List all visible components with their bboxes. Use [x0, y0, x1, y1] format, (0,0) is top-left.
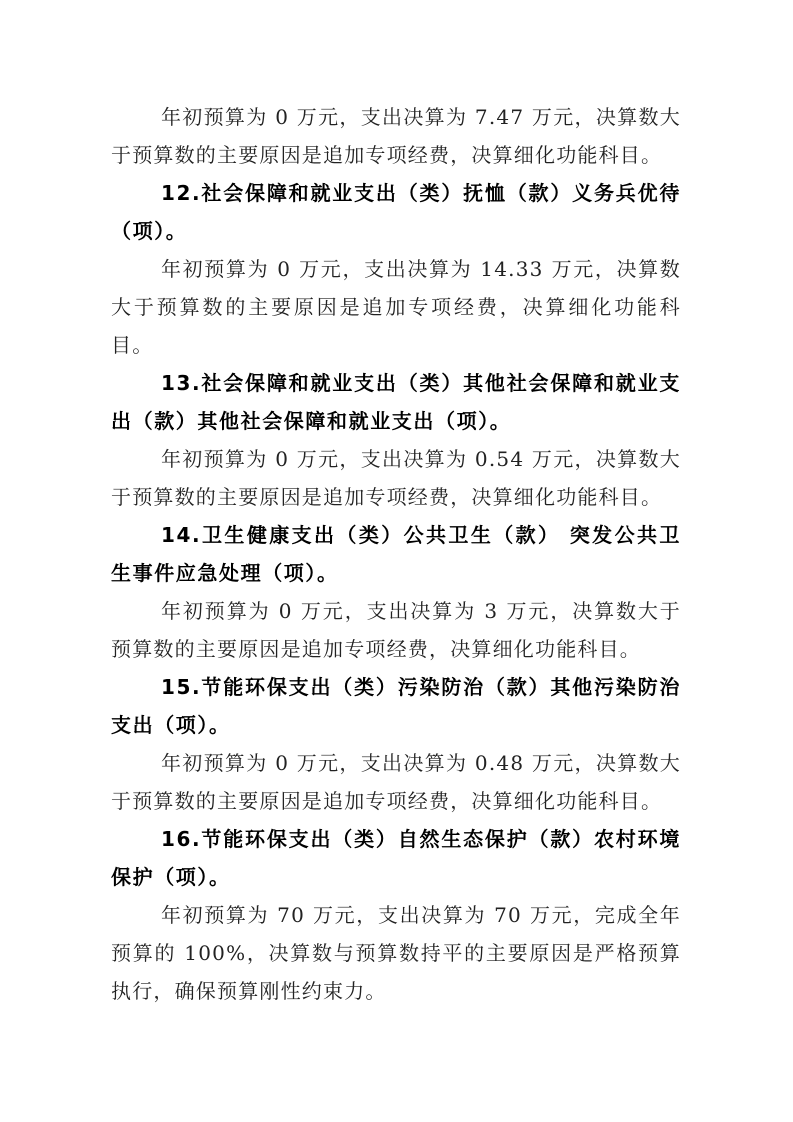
paragraph-body: 年初预算为 70 万元，支出决算为 70 万元，完成全年预算的 100%，决算数与预算数持平的主要原因是严格预算执行，确保预算刚性约束力。 — [111, 903, 681, 1003]
section-heading-13: 13.社会保障和就业支出（类）其他社会保障和就业支出（款）其他社会保障和就业支出（项）。 — [111, 371, 681, 433]
paragraph-body: 年初预算为 0 万元，支出决算为 3 万元，决算数大于预算数的主要原因是追加专项经费，决算细化功能科目。 — [111, 599, 681, 661]
paragraph-body: 年初预算为 0 万元，支出决算为 0.54 万元，决算数大于预算数的主要原因是追加专项经费，决算细化功能科目。 — [111, 447, 681, 509]
section-heading-14: 14.卫生健康支出（类）公共卫生（款） 突发公共卫生事件应急处理（项）。 — [111, 523, 681, 585]
section-heading-15: 15.节能环保支出（类）污染防治（款）其他污染防治支出（项）。 — [111, 675, 681, 737]
paragraph-body: 年初预算为 0 万元，支出决算为 0.48 万元，决算数大于预算数的主要原因是追加专项经费，决算细化功能科目。 — [111, 751, 681, 813]
section-heading-16: 16.节能环保支出（类）自然生态保护（款）农村环境保护（项）。 — [111, 827, 681, 889]
paragraph-body: 年初预算为 0 万元，支出决算为 14.33 万元，决算数大于预算数的主要原因是追加专项经费，决算细化功能科目。 — [111, 257, 681, 357]
document-body — [111, 98, 681, 1010]
paragraph-body: 年初预算为 0 万元，支出决算为 7.47 万元，决算数大于预算数的主要原因是追加专项经费，决算细化功能科目。 — [111, 105, 681, 167]
section-heading-12: 12.社会保障和就业支出（类）抚恤（款）义务兵优待（项）。 — [111, 181, 681, 243]
